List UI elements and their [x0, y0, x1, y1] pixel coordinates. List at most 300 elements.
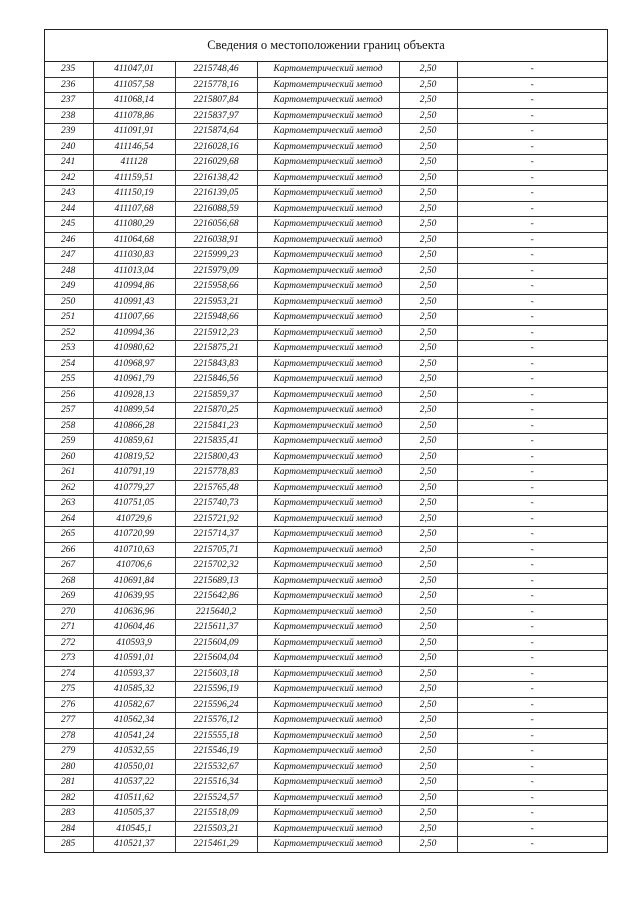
method-cell: Картометрический метод [257, 620, 399, 636]
accuracy-cell: 2,50 [399, 387, 457, 403]
point-number-cell: 278 [45, 728, 93, 744]
method-cell: Картометрический метод [257, 201, 399, 217]
method-cell: Картометрический метод [257, 403, 399, 419]
x-coordinate-cell: 411107,68 [93, 201, 175, 217]
point-number-cell: 242 [45, 170, 93, 186]
description-cell: - [457, 697, 607, 713]
x-coordinate-cell: 411030,83 [93, 248, 175, 264]
method-cell: Картометрический метод [257, 124, 399, 140]
table-row [45, 744, 607, 760]
accuracy-cell: 2,50 [399, 294, 457, 310]
method-cell: Картометрический метод [257, 635, 399, 651]
table-row [45, 604, 607, 620]
point-number-cell: 244 [45, 201, 93, 217]
y-coordinate-cell: 2215979,09 [175, 263, 257, 279]
accuracy-cell: 2,50 [399, 124, 457, 140]
method-cell: Картометрический метод [257, 279, 399, 295]
method-cell: Картометрический метод [257, 418, 399, 434]
point-number-cell: 243 [45, 186, 93, 202]
y-coordinate-cell: 2215576,12 [175, 713, 257, 729]
point-number-cell: 249 [45, 279, 93, 295]
description-cell: - [457, 620, 607, 636]
x-coordinate-cell: 410532,55 [93, 744, 175, 760]
point-number-cell: 250 [45, 294, 93, 310]
table-row [45, 139, 607, 155]
x-coordinate-cell: 411057,58 [93, 77, 175, 93]
table-row [45, 573, 607, 589]
method-cell: Картометрический метод [257, 186, 399, 202]
y-coordinate-cell: 2216139,05 [175, 186, 257, 202]
point-number-cell: 255 [45, 372, 93, 388]
method-cell: Картометрический метод [257, 263, 399, 279]
table-row [45, 589, 607, 605]
description-cell: - [457, 542, 607, 558]
method-cell: Картометрический метод [257, 155, 399, 171]
y-coordinate-cell: 2215603,18 [175, 666, 257, 682]
point-number-cell: 283 [45, 806, 93, 822]
description-cell: - [457, 480, 607, 496]
y-coordinate-cell: 2215948,66 [175, 310, 257, 326]
x-coordinate-cell: 410582,67 [93, 697, 175, 713]
x-coordinate-cell: 410521,37 [93, 837, 175, 852]
table-row [45, 821, 607, 837]
table-row [45, 434, 607, 450]
x-coordinate-cell: 410859,61 [93, 434, 175, 450]
description-cell: - [457, 496, 607, 512]
description-cell: - [457, 744, 607, 760]
method-cell: Картометрический метод [257, 294, 399, 310]
table-row [45, 806, 607, 822]
point-number-cell: 279 [45, 744, 93, 760]
table-row [45, 387, 607, 403]
method-cell: Картометрический метод [257, 744, 399, 760]
y-coordinate-cell: 2215846,56 [175, 372, 257, 388]
accuracy-cell: 2,50 [399, 434, 457, 450]
y-coordinate-cell: 2215604,04 [175, 651, 257, 667]
accuracy-cell: 2,50 [399, 573, 457, 589]
accuracy-cell: 2,50 [399, 325, 457, 341]
method-cell: Картометрический метод [257, 697, 399, 713]
accuracy-cell: 2,50 [399, 465, 457, 481]
table-row [45, 527, 607, 543]
method-cell: Картометрический метод [257, 170, 399, 186]
point-number-cell: 266 [45, 542, 93, 558]
x-coordinate-cell: 410593,37 [93, 666, 175, 682]
y-coordinate-cell: 2215841,23 [175, 418, 257, 434]
method-cell: Картометрический метод [257, 77, 399, 93]
description-cell: - [457, 372, 607, 388]
x-coordinate-cell: 410729,6 [93, 511, 175, 527]
point-number-cell: 282 [45, 790, 93, 806]
description-cell: - [457, 356, 607, 372]
method-cell: Картометрический метод [257, 217, 399, 233]
x-coordinate-cell: 411013,04 [93, 263, 175, 279]
x-coordinate-cell: 410505,37 [93, 806, 175, 822]
description-cell: - [457, 434, 607, 450]
point-number-cell: 236 [45, 77, 93, 93]
table-row [45, 372, 607, 388]
x-coordinate-cell: 410545,1 [93, 821, 175, 837]
description-cell: - [457, 604, 607, 620]
description-cell: - [457, 558, 607, 574]
point-number-cell: 259 [45, 434, 93, 450]
method-cell: Картометрический метод [257, 434, 399, 450]
accuracy-cell: 2,50 [399, 697, 457, 713]
table-row [45, 232, 607, 248]
point-number-cell: 272 [45, 635, 93, 651]
y-coordinate-cell: 2215524,57 [175, 790, 257, 806]
accuracy-cell: 2,50 [399, 186, 457, 202]
description-cell: - [457, 635, 607, 651]
table-row [45, 558, 607, 574]
point-number-cell: 240 [45, 139, 93, 155]
point-number-cell: 247 [45, 248, 93, 264]
accuracy-cell: 2,50 [399, 620, 457, 636]
table-row [45, 790, 607, 806]
method-cell: Картометрический метод [257, 449, 399, 465]
y-coordinate-cell: 2215461,29 [175, 837, 257, 852]
table-row [45, 542, 607, 558]
table-row [45, 511, 607, 527]
x-coordinate-cell: 410928,13 [93, 387, 175, 403]
point-number-cell: 256 [45, 387, 93, 403]
description-cell: - [457, 651, 607, 667]
x-coordinate-cell: 410710,63 [93, 542, 175, 558]
y-coordinate-cell: 2215596,19 [175, 682, 257, 698]
x-coordinate-cell: 411091,91 [93, 124, 175, 140]
y-coordinate-cell: 2215740,73 [175, 496, 257, 512]
point-number-cell: 257 [45, 403, 93, 419]
x-coordinate-cell: 410639,95 [93, 589, 175, 605]
accuracy-cell: 2,50 [399, 418, 457, 434]
method-cell: Картометрический метод [257, 480, 399, 496]
method-cell: Картометрический метод [257, 108, 399, 124]
y-coordinate-cell: 2215705,71 [175, 542, 257, 558]
point-number-cell: 268 [45, 573, 93, 589]
accuracy-cell: 2,50 [399, 248, 457, 264]
x-coordinate-cell: 411068,14 [93, 93, 175, 109]
y-coordinate-cell: 2215778,83 [175, 465, 257, 481]
description-cell: - [457, 217, 607, 233]
x-coordinate-cell: 410980,62 [93, 341, 175, 357]
x-coordinate-cell: 410779,27 [93, 480, 175, 496]
description-cell: - [457, 775, 607, 791]
method-cell: Картометрический метод [257, 682, 399, 698]
accuracy-cell: 2,50 [399, 341, 457, 357]
y-coordinate-cell: 2215689,13 [175, 573, 257, 589]
table-row [45, 775, 607, 791]
accuracy-cell: 2,50 [399, 496, 457, 512]
accuracy-cell: 2,50 [399, 558, 457, 574]
accuracy-cell: 2,50 [399, 837, 457, 852]
point-number-cell: 248 [45, 263, 93, 279]
table-row [45, 201, 607, 217]
x-coordinate-cell: 410604,46 [93, 620, 175, 636]
description-cell: - [457, 449, 607, 465]
accuracy-cell: 2,50 [399, 728, 457, 744]
table-row [45, 186, 607, 202]
y-coordinate-cell: 2215999,23 [175, 248, 257, 264]
y-coordinate-cell: 2215874,64 [175, 124, 257, 140]
method-cell: Картометрический метод [257, 248, 399, 264]
point-number-cell: 277 [45, 713, 93, 729]
table-row [45, 480, 607, 496]
page-title: Сведения о местоположении границ объекта [45, 30, 607, 62]
method-cell: Картометрический метод [257, 651, 399, 667]
method-cell: Картометрический метод [257, 372, 399, 388]
method-cell: Картометрический метод [257, 511, 399, 527]
point-number-cell: 271 [45, 620, 93, 636]
x-coordinate-cell: 411080,29 [93, 217, 175, 233]
point-number-cell: 235 [45, 62, 93, 77]
description-cell: - [457, 511, 607, 527]
method-cell: Картометрический метод [257, 775, 399, 791]
y-coordinate-cell: 2215611,37 [175, 620, 257, 636]
y-coordinate-cell: 2216038,91 [175, 232, 257, 248]
method-cell: Картометрический метод [257, 496, 399, 512]
table-row [45, 697, 607, 713]
description-cell: - [457, 62, 607, 77]
description-cell: - [457, 124, 607, 140]
point-number-cell: 254 [45, 356, 93, 372]
y-coordinate-cell: 2215912,23 [175, 325, 257, 341]
point-number-cell: 260 [45, 449, 93, 465]
x-coordinate-cell: 411007,66 [93, 310, 175, 326]
accuracy-cell: 2,50 [399, 93, 457, 109]
description-cell: - [457, 806, 607, 822]
table-row [45, 403, 607, 419]
y-coordinate-cell: 2215859,37 [175, 387, 257, 403]
description-cell: - [457, 666, 607, 682]
y-coordinate-cell: 2215748,46 [175, 62, 257, 77]
method-cell: Картометрический метод [257, 93, 399, 109]
x-coordinate-cell: 410562,34 [93, 713, 175, 729]
table-row [45, 837, 607, 852]
x-coordinate-cell: 410866,28 [93, 418, 175, 434]
y-coordinate-cell: 2215835,41 [175, 434, 257, 450]
description-cell: - [457, 821, 607, 837]
y-coordinate-cell: 2215604,09 [175, 635, 257, 651]
accuracy-cell: 2,50 [399, 775, 457, 791]
description-cell: - [457, 403, 607, 419]
x-coordinate-cell: 410720,99 [93, 527, 175, 543]
table-row [45, 325, 607, 341]
accuracy-cell: 2,50 [399, 666, 457, 682]
description-cell: - [457, 93, 607, 109]
y-coordinate-cell: 2215546,19 [175, 744, 257, 760]
method-cell: Картометрический метод [257, 806, 399, 822]
description-cell: - [457, 341, 607, 357]
x-coordinate-cell: 410511,62 [93, 790, 175, 806]
table-row [45, 62, 607, 77]
description-cell: - [457, 418, 607, 434]
accuracy-cell: 2,50 [399, 449, 457, 465]
table-row [45, 170, 607, 186]
method-cell: Картометрический метод [257, 821, 399, 837]
method-cell: Картометрический метод [257, 837, 399, 852]
description-cell: - [457, 325, 607, 341]
description-cell: - [457, 108, 607, 124]
accuracy-cell: 2,50 [399, 790, 457, 806]
y-coordinate-cell: 2215702,32 [175, 558, 257, 574]
description-cell: - [457, 279, 607, 295]
method-cell: Картометрический метод [257, 666, 399, 682]
table-row [45, 217, 607, 233]
x-coordinate-cell: 411159,51 [93, 170, 175, 186]
description-cell: - [457, 170, 607, 186]
table-row [45, 356, 607, 372]
table-row [45, 728, 607, 744]
method-cell: Картометрический метод [257, 465, 399, 481]
point-number-cell: 251 [45, 310, 93, 326]
accuracy-cell: 2,50 [399, 651, 457, 667]
table-row [45, 496, 607, 512]
accuracy-cell: 2,50 [399, 77, 457, 93]
accuracy-cell: 2,50 [399, 589, 457, 605]
x-coordinate-cell: 410691,84 [93, 573, 175, 589]
point-number-cell: 264 [45, 511, 93, 527]
x-coordinate-cell: 411128 [93, 155, 175, 171]
y-coordinate-cell: 2215516,34 [175, 775, 257, 791]
x-coordinate-cell: 410550,01 [93, 759, 175, 775]
description-cell: - [457, 837, 607, 852]
point-number-cell: 280 [45, 759, 93, 775]
y-coordinate-cell: 2216088,59 [175, 201, 257, 217]
x-coordinate-cell: 410819,52 [93, 449, 175, 465]
y-coordinate-cell: 2215778,16 [175, 77, 257, 93]
point-number-cell: 275 [45, 682, 93, 698]
point-number-cell: 239 [45, 124, 93, 140]
accuracy-cell: 2,50 [399, 170, 457, 186]
point-number-cell: 245 [45, 217, 93, 233]
table-row [45, 155, 607, 171]
y-coordinate-cell: 2216028,16 [175, 139, 257, 155]
accuracy-cell: 2,50 [399, 310, 457, 326]
accuracy-cell: 2,50 [399, 527, 457, 543]
accuracy-cell: 2,50 [399, 108, 457, 124]
method-cell: Картометрический метод [257, 728, 399, 744]
point-number-cell: 252 [45, 325, 93, 341]
accuracy-cell: 2,50 [399, 201, 457, 217]
point-number-cell: 274 [45, 666, 93, 682]
description-cell: - [457, 139, 607, 155]
y-coordinate-cell: 2215953,21 [175, 294, 257, 310]
table-row [45, 263, 607, 279]
method-cell: Картометрический метод [257, 341, 399, 357]
table-row [45, 666, 607, 682]
description-cell: - [457, 248, 607, 264]
y-coordinate-cell: 2215642,86 [175, 589, 257, 605]
method-cell: Картометрический метод [257, 790, 399, 806]
method-cell: Картометрический метод [257, 604, 399, 620]
x-coordinate-cell: 410593,9 [93, 635, 175, 651]
y-coordinate-cell: 2215503,21 [175, 821, 257, 837]
description-cell: - [457, 713, 607, 729]
description-cell: - [457, 387, 607, 403]
accuracy-cell: 2,50 [399, 155, 457, 171]
method-cell: Картометрический метод [257, 589, 399, 605]
method-cell: Картометрический метод [257, 325, 399, 341]
table-row [45, 465, 607, 481]
accuracy-cell: 2,50 [399, 744, 457, 760]
point-number-cell: 261 [45, 465, 93, 481]
y-coordinate-cell: 2215800,43 [175, 449, 257, 465]
table-row [45, 77, 607, 93]
accuracy-cell: 2,50 [399, 821, 457, 837]
accuracy-cell: 2,50 [399, 480, 457, 496]
y-coordinate-cell: 2216056,68 [175, 217, 257, 233]
x-coordinate-cell: 410751,05 [93, 496, 175, 512]
y-coordinate-cell: 2215875,21 [175, 341, 257, 357]
accuracy-cell: 2,50 [399, 356, 457, 372]
description-cell: - [457, 589, 607, 605]
y-coordinate-cell: 2215807,84 [175, 93, 257, 109]
description-cell: - [457, 759, 607, 775]
point-number-cell: 262 [45, 480, 93, 496]
point-number-cell: 284 [45, 821, 93, 837]
document-frame [44, 29, 608, 853]
accuracy-cell: 2,50 [399, 682, 457, 698]
accuracy-cell: 2,50 [399, 263, 457, 279]
description-cell: - [457, 201, 607, 217]
accuracy-cell: 2,50 [399, 511, 457, 527]
y-coordinate-cell: 2215958,66 [175, 279, 257, 295]
description-cell: - [457, 263, 607, 279]
x-coordinate-cell: 410994,36 [93, 325, 175, 341]
point-number-cell: 258 [45, 418, 93, 434]
x-coordinate-cell: 410541,24 [93, 728, 175, 744]
x-coordinate-cell: 410791,19 [93, 465, 175, 481]
accuracy-cell: 2,50 [399, 806, 457, 822]
x-coordinate-cell: 410585,32 [93, 682, 175, 698]
method-cell: Картометрический метод [257, 527, 399, 543]
accuracy-cell: 2,50 [399, 232, 457, 248]
description-cell: - [457, 155, 607, 171]
point-number-cell: 281 [45, 775, 93, 791]
x-coordinate-cell: 410636,96 [93, 604, 175, 620]
table-row [45, 635, 607, 651]
description-cell: - [457, 573, 607, 589]
description-cell: - [457, 232, 607, 248]
method-cell: Картометрический метод [257, 139, 399, 155]
method-cell: Картометрический метод [257, 542, 399, 558]
point-number-cell: 253 [45, 341, 93, 357]
x-coordinate-cell: 411146,54 [93, 139, 175, 155]
point-number-cell: 246 [45, 232, 93, 248]
description-cell: - [457, 186, 607, 202]
point-number-cell: 273 [45, 651, 93, 667]
x-coordinate-cell: 410968,97 [93, 356, 175, 372]
x-coordinate-cell: 410899,54 [93, 403, 175, 419]
x-coordinate-cell: 411064,68 [93, 232, 175, 248]
y-coordinate-cell: 2215843,83 [175, 356, 257, 372]
y-coordinate-cell: 2215596,24 [175, 697, 257, 713]
description-cell: - [457, 310, 607, 326]
table-row [45, 310, 607, 326]
accuracy-cell: 2,50 [399, 279, 457, 295]
point-number-cell: 241 [45, 155, 93, 171]
table-row [45, 93, 607, 109]
x-coordinate-cell: 411078,86 [93, 108, 175, 124]
table-row [45, 449, 607, 465]
x-coordinate-cell: 410537,22 [93, 775, 175, 791]
method-cell: Картометрический метод [257, 558, 399, 574]
table-row [45, 713, 607, 729]
table-row [45, 341, 607, 357]
y-coordinate-cell: 2215640,2 [175, 604, 257, 620]
y-coordinate-cell: 2215765,48 [175, 480, 257, 496]
y-coordinate-cell: 2215837,97 [175, 108, 257, 124]
